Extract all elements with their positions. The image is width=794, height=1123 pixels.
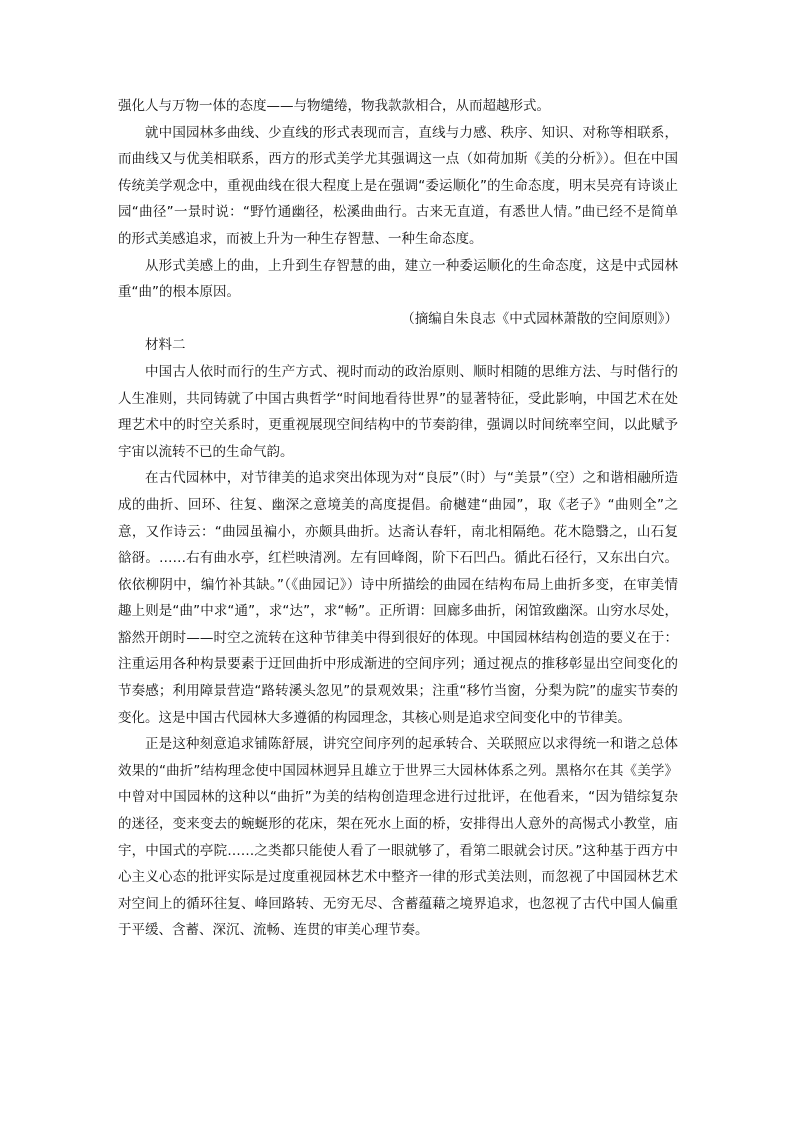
paragraph-curves: 就中国园林多曲线、少直线的形式表现而言，直线与力感、秩序、知识、对称等相联系，而曲线又与优美相联系，西方的形式美学尤其强调这一点（如荷加斯《美的分析》）。但在中国传统美学观念中，重视曲线在很大程度上是在强调“委运顺化”的生命态度，明末吴亮有诗谈止园“曲径”一景时说：“野竹通幽径，松溪曲曲行。古来无直道，有悉世人情。”曲已经不是简单的形式美感追求，而被上升为一种生存智慧、一种生命态度。 xyxy=(118,124,678,247)
source-citation: （摘编自朱良志《中式园林萧散的空间原则》） xyxy=(401,310,678,327)
paragraph-hegel-critique: 正是这种刻意追求铺陈舒展，讲究空间序列的起承转合、关联照应以求得统一和谐之总体效果的“曲折”结构理念使中国园林迥异且雄立于世界三大园林体系之列。黑格尔在其《美学》中曾对中国园林的这种以“曲折”为美的结构创造理念进行过批评，在他看来，“因为错综复杂的迷径，变来变去的蜿蜒形的花床，架在死水上面的桥，安排得出人意外的高惕式小教堂，庙宇，中国式的亭院……之类都只能使人看了一眼就够了，看第二眼就会讨厌。”这种基于西方中心主义心态的批评实际是过度重视园林艺术中整齐一律的形式美法则，而忽视了中国园林艺术对空间上的循环往复、峰回路转、无穷无尽、含蓄蕴藉之境界追求，也忽视了古代中国人偏重于平缓、含蓄、深沉、流畅、连贯的审美心理节奏。 xyxy=(118,736,678,939)
paragraph-curve-conclusion: 从形式美感上的曲，上升到生存智慧的曲，建立一种委运顺化的生命态度，这是中式园林重“曲”的根本原因。 xyxy=(118,257,678,301)
paragraph-rhythm-beauty: 在古代园林中，对节律美的追求突出体现为对“良辰”（时）与“美景”（空）之和谐相融所造成的曲折、回环、往复、幽深之意境美的高度提倡。俞樾建“曲园”，取《老子》“曲则全”之意，又作诗云：“曲园虽褊小，亦颇具曲折。达斋认春轩，南北相隔绝。花木隐翳之，山石复谽谺。……右有曲水亭，红栏映清冽。左有回峰阁，阶下石凹凸。循此石径行，又东出白穴。依依柳阴中，编竹补其缺。”（《曲园记》）诗中所描绘的曲园在结构布局上曲折多变，在审美情趣上则是“曲”中求“通”，求“达”，求“畅”。正所谓：回廊多曲折，闲馆致幽深。山穷水尽处，豁然开朗时——时空之流转在这种节律美中得到很好的体现。中国园林结构创造的要义在于：注重运用各种构景要素于迂回曲折中形成渐进的空间序列；通过视点的推移彰显出空间变化的节奏感；利用障景营造“路转溪头忽见”的景观效果；注重“移竹当窗，分梨为院”的虚实节奏的变化。这是中国古代园林大多遵循的构园理念，其核心则是追求空间变化中的节律美。 xyxy=(118,470,678,726)
paragraph-time-philosophy: 中国古人依时而行的生产方式、视时而动的政治原则、顺时相随的思维方法、与时偕行的人生准则，共同铸就了中国古典哲学“时间地看待世界”的显著特征，受此影响，中国艺术在处理艺术中的时空关系时，更重视展现空间结构中的节奏韵律，强调以时间统率空间，以此赋予宇宙以流转不已的生命气韵。 xyxy=(118,363,678,460)
paragraph-continuation: 强化人与万物一体的态度——与物缱绻，物我款款相合，从而超越形式。 xyxy=(118,98,550,114)
document-page xyxy=(118,93,678,944)
material-two-heading: 材料二 xyxy=(145,337,186,354)
